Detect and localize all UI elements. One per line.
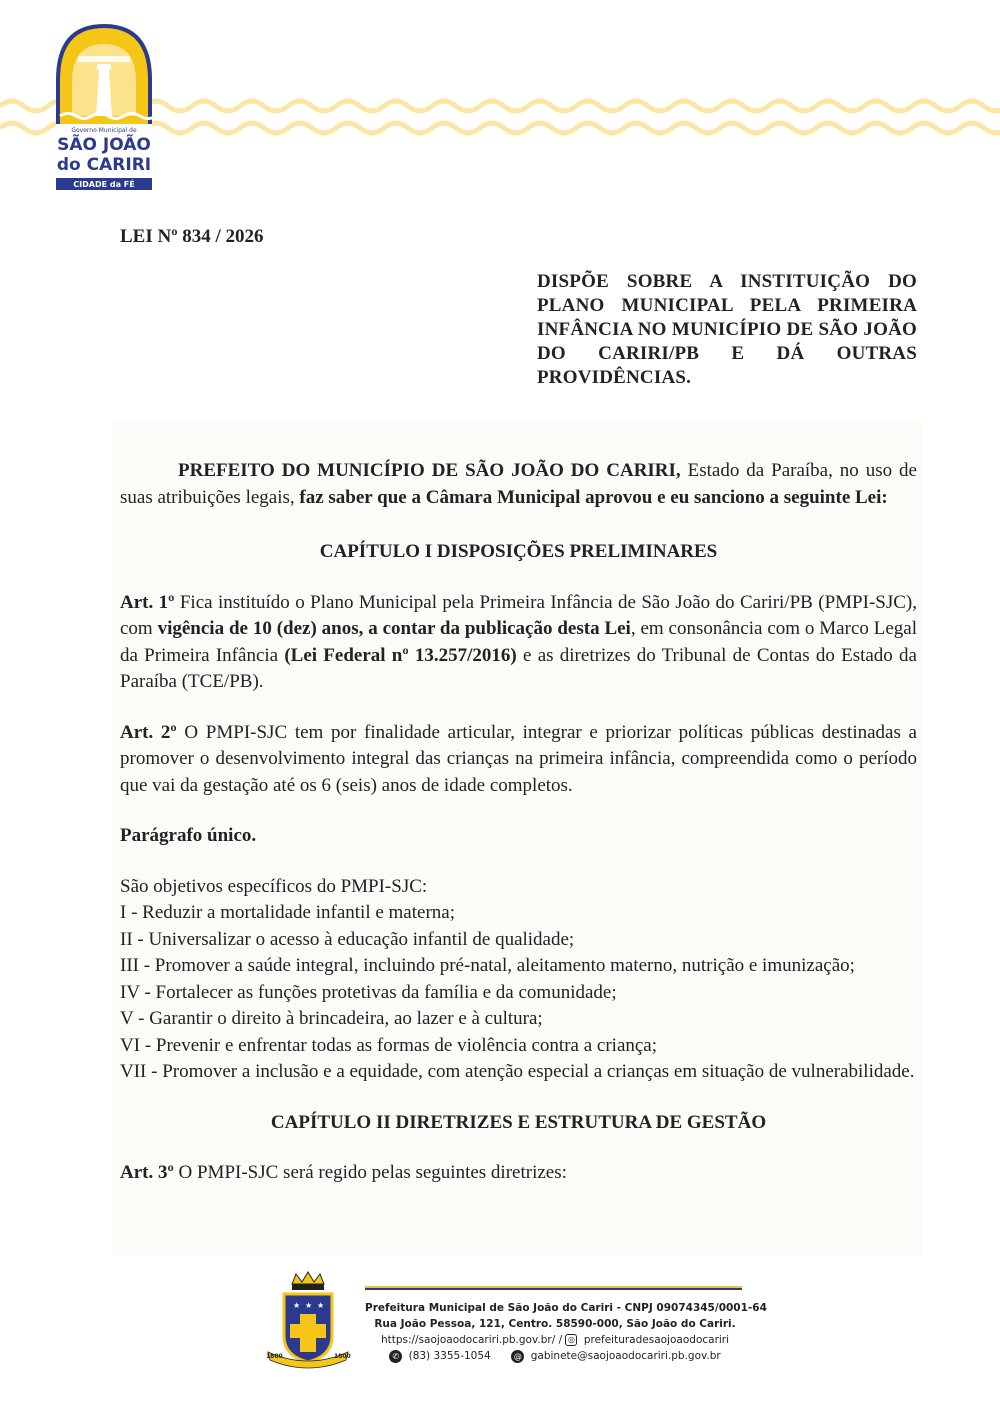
- footer-web-row: https://saojoaodocariri.pb.gov.br/ / ◎ prefeituradesaojoaodocariri: [380, 1334, 730, 1346]
- objectives-list: [120, 874, 917, 1086]
- svg-text:★: ★: [305, 1301, 313, 1310]
- list-item: I - Reduzir a mortalidade infantil e materna;: [120, 902, 455, 923]
- list-item: VII - Promover a inclusão e a equidade, com atenção especial a crianças em situação de vulnerabilidade.: [120, 1061, 915, 1082]
- article-3-label: Art. 3º: [120, 1162, 174, 1183]
- paragraph-heading: Parágrafo único.: [120, 825, 257, 846]
- objectives-intro: São objetivos específicos do PMPI-SJC:: [120, 875, 428, 897]
- article-3-text: O PMPI-SJC será regido pelas seguintes diretrizes:: [173, 1162, 567, 1183]
- article-1-text-3: e as diretrizes do Tribunal de Contas do Estado da Paraíba (TCE/PB).: [120, 644, 917, 692]
- chapter-2-heading: CAPÍTULO II DIRETRIZES E ESTRUTURA DE GESTÃO: [270, 1111, 767, 1133]
- article-1-bold-2: (Lei Federal nº 13.257/2016): [284, 644, 517, 666]
- preamble-bold-start: PREFEITO DO MUNICÍPIO DE SÃO JOÃO DO CARIRI,: [178, 460, 681, 481]
- preamble-bold-end: faz saber que a Câmara Municipal aprovou e eu sanciono a seguinte Lei:: [299, 486, 888, 508]
- article-3: [120, 1160, 917, 1187]
- crest-year-right: 1800: [334, 1353, 351, 1360]
- footer-contact: [365, 1300, 767, 1364]
- logo-small-text: Governo Municipal de: [71, 127, 137, 134]
- footer-instagram[interactable]: prefeituradesaojoaodocariri: [583, 1334, 730, 1346]
- law-body: [120, 458, 917, 1187]
- footer-contact-row: [365, 1348, 745, 1364]
- ementa: DISPÕE SOBRE A INSTITUIÇÃO DO PLANO MUNICIPAL PELA PRIMEIRA INFÂNCIA NO MUNICÍPIO DE SÃO JOÃO DO CARIRI/PB E DÁ OUTRAS PROVIDÊNCIAS.: [537, 271, 917, 388]
- instagram-icon: ◎: [565, 1334, 577, 1346]
- svg-text:★: ★: [293, 1301, 301, 1310]
- article-1-text-1: Fica instituído o Plano Municipal pela Primeira Infância de São João do Cariri/PB (PMPI-SJC), com: [120, 591, 917, 639]
- article-1-bold-1: vigência de 10 (dez) anos, a contar da publicação desta Lei: [157, 618, 631, 639]
- list-item: IV - Fortalecer as funções protetivas da família e da comunidade;: [120, 981, 617, 1003]
- list-item: V - Garantir o direito à brincadeira, ao lazer e à cultura;: [120, 1008, 543, 1029]
- footer-color-bar: [365, 1286, 742, 1290]
- article-1-text-2: , em consonância com o Marco Legal da Primeira Infância: [120, 618, 918, 666]
- law-number: LEI Nº 834 / 2026: [120, 226, 264, 247]
- list-item: II - Universalizar o acesso à educação infantil de qualidade;: [120, 928, 575, 950]
- article-2: [120, 720, 917, 800]
- list-item: VI - Prevenir e enfrentar todas as formas de violência contra a criança;: [120, 1034, 658, 1056]
- svg-text:★: ★: [317, 1301, 325, 1310]
- article-1: [120, 590, 917, 696]
- article-2-text: O PMPI-SJC tem por finalidade articular, integrar e priorizar políticas públicas destinadas a promover o desenvolvimento integral das crianças na primeira infância, compreendida como o período que vai da gestação até os 6 (seis) anos de idade completos.: [120, 721, 917, 796]
- crest-year-left: 1800: [266, 1353, 283, 1360]
- preamble: [120, 458, 917, 511]
- logo-name-line1: SÃO JOÃO: [57, 135, 151, 155]
- footer-line-2: Rua João Pessoa, 121, Centro. 58590-000, São João do Cariri.: [374, 1318, 736, 1330]
- article-2-label: Art. 2º: [120, 721, 177, 743]
- chapter-1-heading: CAPÍTULO I DISPOSIÇÕES PRELIMINARES: [319, 541, 718, 562]
- list-item: III - Promover a saúde integral, incluindo pré-natal, aleitamento materno, nutrição e imunização;: [120, 955, 855, 976]
- email-icon: @: [511, 1350, 524, 1363]
- municipality-logo: [52, 20, 156, 192]
- footer-website[interactable]: https://saojoaodocariri.pb.gov.br/: [380, 1334, 556, 1346]
- footer-email[interactable]: gabinete@saojoaodocariri.pb.gov.br: [530, 1350, 721, 1362]
- footer-phone[interactable]: (83) 3355-1054: [408, 1350, 491, 1362]
- phone-icon: ✆: [389, 1350, 402, 1363]
- article-1-label: Art. 1º: [120, 591, 175, 613]
- footer-line-1: Prefeitura Municipal de São João do Cariri - CNPJ 09074345/0001-64: [365, 1302, 767, 1314]
- logo-tagline: CIDADE da FÉ: [73, 180, 135, 189]
- logo-name-line2: do CARIRI: [56, 155, 152, 175]
- page-footer: [262, 1270, 767, 1390]
- municipal-crest-icon: [262, 1270, 354, 1380]
- preamble-normal: Estado da Paraíba, no uso de suas atribuições legais,: [120, 460, 917, 508]
